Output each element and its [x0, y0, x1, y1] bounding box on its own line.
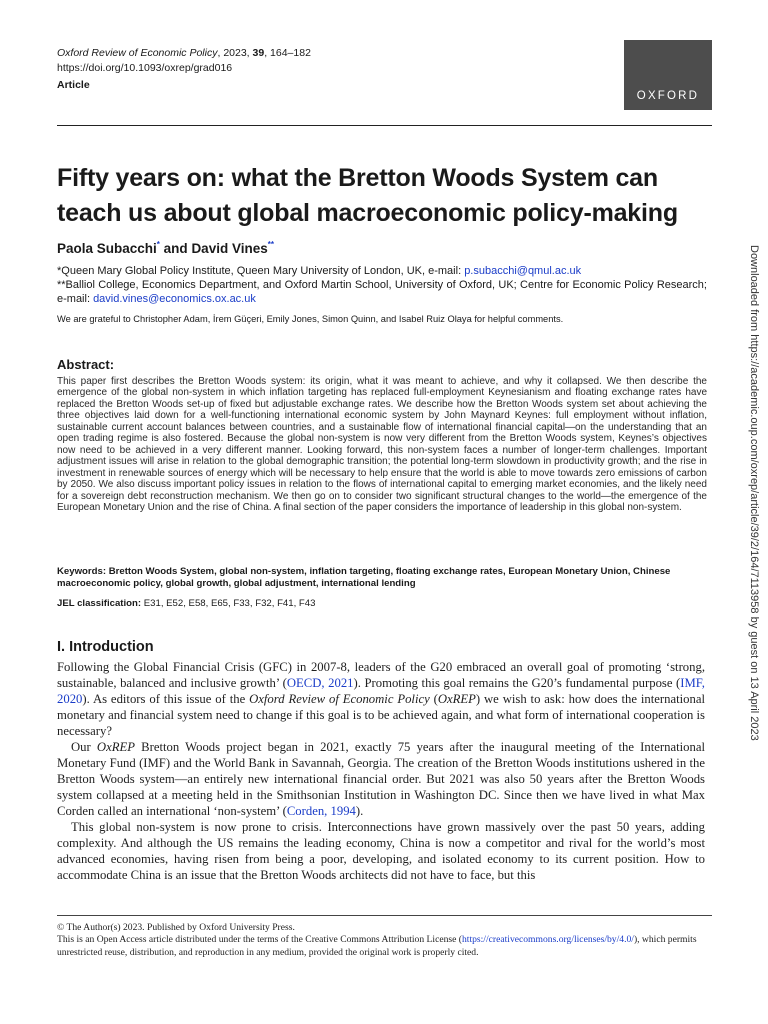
author-name: Paola Subacchi	[57, 241, 157, 256]
paragraph	[57, 739, 705, 819]
email-link[interactable]: p.subacchi@qmul.ac.uk	[464, 265, 582, 277]
download-watermark-text: Downloaded from https://academic.oup.com/oxrep/article/39/2/164/7113958 by guest on 13 April 2023	[748, 245, 760, 741]
journal-name: Oxford Review of Economic Policy	[57, 47, 218, 59]
acknowledgement: We are grateful to Christopher Adam, İrem Güçeri, Emily Jones, Simon Quinn, and Isabel Ruiz Olaya for helpful comments.	[57, 314, 564, 324]
citation-link[interactable]: OECD, 2021	[286, 676, 354, 690]
affiliation-text: *Queen Mary Global Policy Institute, Queen Mary University of London, UK, e-mail:	[57, 265, 465, 277]
jel-label: JEL classification:	[57, 598, 142, 609]
download-watermark	[744, 245, 764, 770]
email-link[interactable]: david.vines@economics.ox.ac.uk	[93, 293, 256, 305]
citation-link[interactable]: Corden, 1994	[286, 804, 356, 818]
citation-link[interactable]: IMF, 2020	[57, 676, 705, 706]
journal-name: Oxford Review of Economic Policy	[249, 692, 430, 706]
text-run: Our	[71, 740, 97, 754]
copyright-notice: © The Author(s) 2023. Published by Oxford University Press.	[57, 922, 295, 933]
text-run: ), which permits unrestricted reuse, distribution, and reproduction in any medium, provided the original work is properly cited.	[57, 934, 697, 958]
footer-divider	[57, 915, 712, 916]
journal-year: , 2023,	[217, 47, 253, 59]
license-notice	[57, 934, 707, 959]
author-name: David Vines	[191, 241, 268, 256]
text-run: Following the Global Financial Crisis (GFC) in 2007-8, leaders of the G20 embraced an overall goal of promoting ‘strong, sustainable, balanced and inclusive growth’ (	[57, 660, 705, 690]
jel-codes: E31, E52, E58, E65, F33, F32, F41, F43	[141, 598, 316, 609]
keywords-label: Keywords:	[57, 566, 107, 577]
doi-link[interactable]: https://doi.org/10.1093/oxrep/grad016	[57, 62, 233, 74]
author-conjunction: and	[159, 241, 192, 256]
journal-abbr: OxREP	[96, 740, 135, 754]
text-run: ). Promoting this goal remains the G20’s fundamental purpose (	[353, 676, 681, 690]
journal-abbr: OxREP	[437, 692, 476, 706]
text-run: This is an Open Access article distributed under the terms of the Creative Commons Attribution License (	[57, 934, 462, 946]
journal-volume: 39	[252, 47, 265, 59]
affiliation-text: **Balliol College, Economics Department, and Oxford Martin School, University of Oxford, UK; Centre for Economic Policy Research; e-mail:	[57, 279, 707, 305]
text-run: Bretton Woods project began in 2021, exactly 75 years after the inaugural meeting of the International Monetary Fund (IMF) and the World Bank in Savannah, Georgia. The creation of the Bretton Woods institutions ushered in the Bretton Woods system—an entirely new international financial order. But 2021 was also 50 years after the Bretton Woods system collapsed at a meeting held in the Smithsonian Institution in Washington DC. Since then we have lived in what Max Corden called an international ‘non-system’ (	[57, 740, 706, 818]
text-run: ).	[355, 804, 364, 818]
oxford-logo	[624, 40, 712, 110]
abstract-text: This paper first describes the Bretton Woods system: its origin, what it was meant to achieve, and why it collapsed. We then describe the emergence of the global non-system in which inflation targeting has replaced full-employment Keynesianism and floating exchange rates have replaced the Bretton Woods set-up of fixed but adjustable exchange rates. We describe how the Bretton Woods system set about achieving the three objectives laid down for a well-functioning international economic system by John Maynard Keynes: full employment without inflation, sustainable current account balances between countries, and a sustainable flow of international financial capital—on the understanding that an open trading regime is also fostered. Because the global non-system is now very different from the Bretton Woods system, Keynes’s objectives now need to be achieved in a very different manner. Looking forward, this non-system faces a number of longer-term challenges. Important adjustment issues will arise in relation to the global demographic transition; the potential long-term slowdown in productivity growth; and the rise in investment in renewable sources of energy which will be necessary to help ensure that the world is able to move towards zero emissions of carbon by 2050. We also discuss important policy issues in relation to the flows of international capital to emerging market economies, and the likely need for a sovereign debt reconstruction mechanism. We then go on to consider two significant structural changes to the world—the emergence of the European Monetary Union and the rise of China. A final section of the paper considers the importance of leadership in this global non-system.	[57, 376, 707, 513]
journal-pages: , 164–182	[264, 47, 311, 59]
text-run: ). As editors of this issue of the	[82, 692, 250, 706]
keywords	[57, 566, 707, 590]
oxford-logo-text: OXFORD	[636, 90, 700, 102]
journal-citation	[57, 46, 311, 60]
jel-classification	[57, 598, 315, 610]
paragraph: This global non-system is now prone to crisis. Interconnections have grown massively over the past 50 years, adding complexity. And although the US remains the leading economy, China is now a competitor and rival for the world’s most advanced economies, having risen from being a poor, developing, and isolated economy to its current position. How to accommodate China is an issue that the Bretton Woods architects did not have to face, but this	[57, 820, 705, 882]
paragraph	[57, 659, 705, 739]
license-footer	[57, 922, 707, 959]
affiliation-2	[57, 278, 707, 306]
section-heading: I. Introduction	[57, 639, 154, 655]
author-line	[57, 237, 274, 257]
affiliation-1	[57, 264, 717, 278]
abstract-heading: Abstract:	[57, 357, 115, 372]
license-link[interactable]: https://creativecommons.org/licenses/by/4.0/	[461, 934, 634, 946]
text-run: (	[429, 692, 438, 706]
author-footnote-mark[interactable]: **	[267, 240, 274, 249]
keywords-list: Bretton Woods System, global non-system, inflation targeting, floating exchange rates, European Monetary Union, Chinese macroeconomic policy, global growth, global adjustment, international lending	[57, 566, 671, 589]
header-divider	[57, 125, 712, 126]
article-type: Article	[57, 79, 90, 91]
author-footnote-mark[interactable]: *	[156, 240, 160, 249]
article-title: Fifty years on: what the Bretton Woods System can teach us about global macroeconomic policy-making	[57, 164, 678, 227]
introduction-body	[57, 659, 705, 883]
text-run: ) we wish to ask: how does the international monetary and financial system need to change if this goal is to be achieved again, and what form of international cooperation is necessary?	[57, 692, 705, 738]
